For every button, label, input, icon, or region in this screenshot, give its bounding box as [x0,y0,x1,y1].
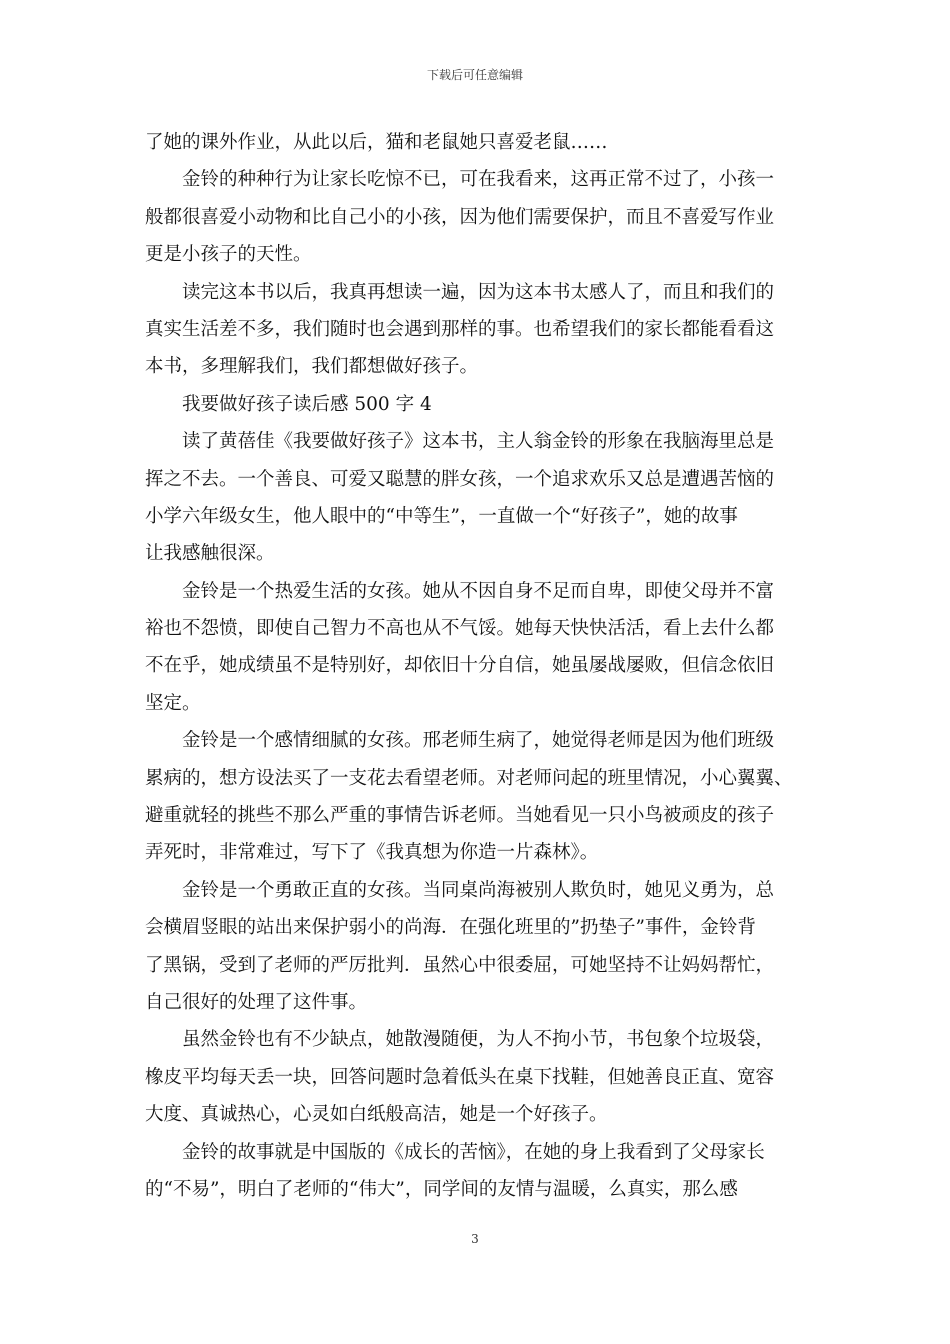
page-number: 3 [471,1232,479,1246]
text-line: 会横眉竖眼的站出来保护弱小的尚海．在强化班里的”扔垫子”事件，金铃背 [145,917,756,939]
text-line: 了她的课外作业，从此以后，猫和老鼠她只喜爱老鼠…… [145,132,608,153]
text-line: 避重就轻的挑些不那么严重的事情告诉老师。当她看见一只小鸟被顽皮的孩子 [145,805,775,827]
text-line: 不在乎，她成绩虽不是特别好，却依旧十分自信，她虽屡战屡败，但信念依旧 [145,655,775,677]
document-body [145,124,809,1208]
text-line: 更是小孩子的天性。 [145,244,312,266]
text-line: 裕也不怨愤，即使自己智力不高也从不气馁。她每天快快活活，看上去什么都 [145,618,775,640]
section-heading: 我要做好孩子读后感 500 字 4 [182,393,432,415]
text-line: 让我感触很深。 [145,543,275,565]
paragraph-start-line: 金铃是一个勇敢正直的女孩。当同桌尚海被别人欺负时，她见义勇为，总 [182,879,775,901]
paragraph-start-line: 读完这本书以后，我真再想读一遍，因为这本书太感人了，而且和我们的 [182,281,775,303]
text-line: 橡皮平均每天丢一块，回答问题时急着低头在桌下找鞋，但她善良正直、宽容 [145,1066,775,1088]
paragraph-start-line: 虽然金铃也有不少缺点，她散漫随便，为人不拘小节，书包象个垃圾袋， [182,1029,775,1051]
paragraph-start-line: 金铃的种种行为让家长吃惊不已，可在我看来，这再正常不过了，小孩一 [182,169,775,191]
text-line: 小学六年级女生，他人眼中的“中等生”，一直做一个“好孩子”，她的故事 [145,505,738,527]
text-line: 般都很喜爱小动物和比自己小的小孩，因为他们需要保护，而且不喜爱写作业 [145,206,775,228]
paragraph-start-line: 金铃的故事就是中国版的《成长的苦恼》，在她的身上我看到了父母家长 [182,1141,765,1163]
text-line: 挥之不去。一个善良、可爱又聪慧的胖女孩，一个追求欢乐又总是遭遇苦恼的 [145,468,775,490]
paragraph-start-line: 金铃是一个热爱生活的女孩。她从不因自身不足而自卑，即使父母并不富 [182,580,775,602]
text-line: 坚定。 [145,692,201,714]
text-line: 弄死时，非常难过，写下了《我真想为你造一片森林》。 [145,842,599,864]
text-line: 本书，多理解我们，我们都想做好孩子。 [145,356,479,378]
text-line: 了黑锅，受到了老师的严厉批判．虽然心中很委屈，可她坚持不让妈妈帮忙， [145,954,775,976]
text-line: 自己很好的处理了这件事。 [145,991,368,1013]
text-line: 真实生活差不多，我们随时也会遇到那样的事。也希望我们的家长都能看看这 [145,318,775,340]
text-line: 大度、真诚热心，心灵如白纸般高洁，她是一个好孩子。 [145,1104,608,1126]
paragraph-start-line: 金铃是一个感情细腻的女孩。邢老师生病了，她觉得老师是因为他们班级 [182,730,775,752]
page-header: 下载后可任意编辑 [426,68,523,82]
paragraph-start-line: 读了黄蓓佳《我要做好孩子》这本书，主人翁金铃的形象在我脑海里总是 [182,431,775,453]
text-line: 累病的，想方设法买了一支花去看望老师。对老师问起的班里情况，小心翼翼、 [145,767,793,789]
text-line: 的“不易”，明白了老师的“伟大”，同学间的友情与温暖，么真实，那么感 [145,1178,738,1200]
